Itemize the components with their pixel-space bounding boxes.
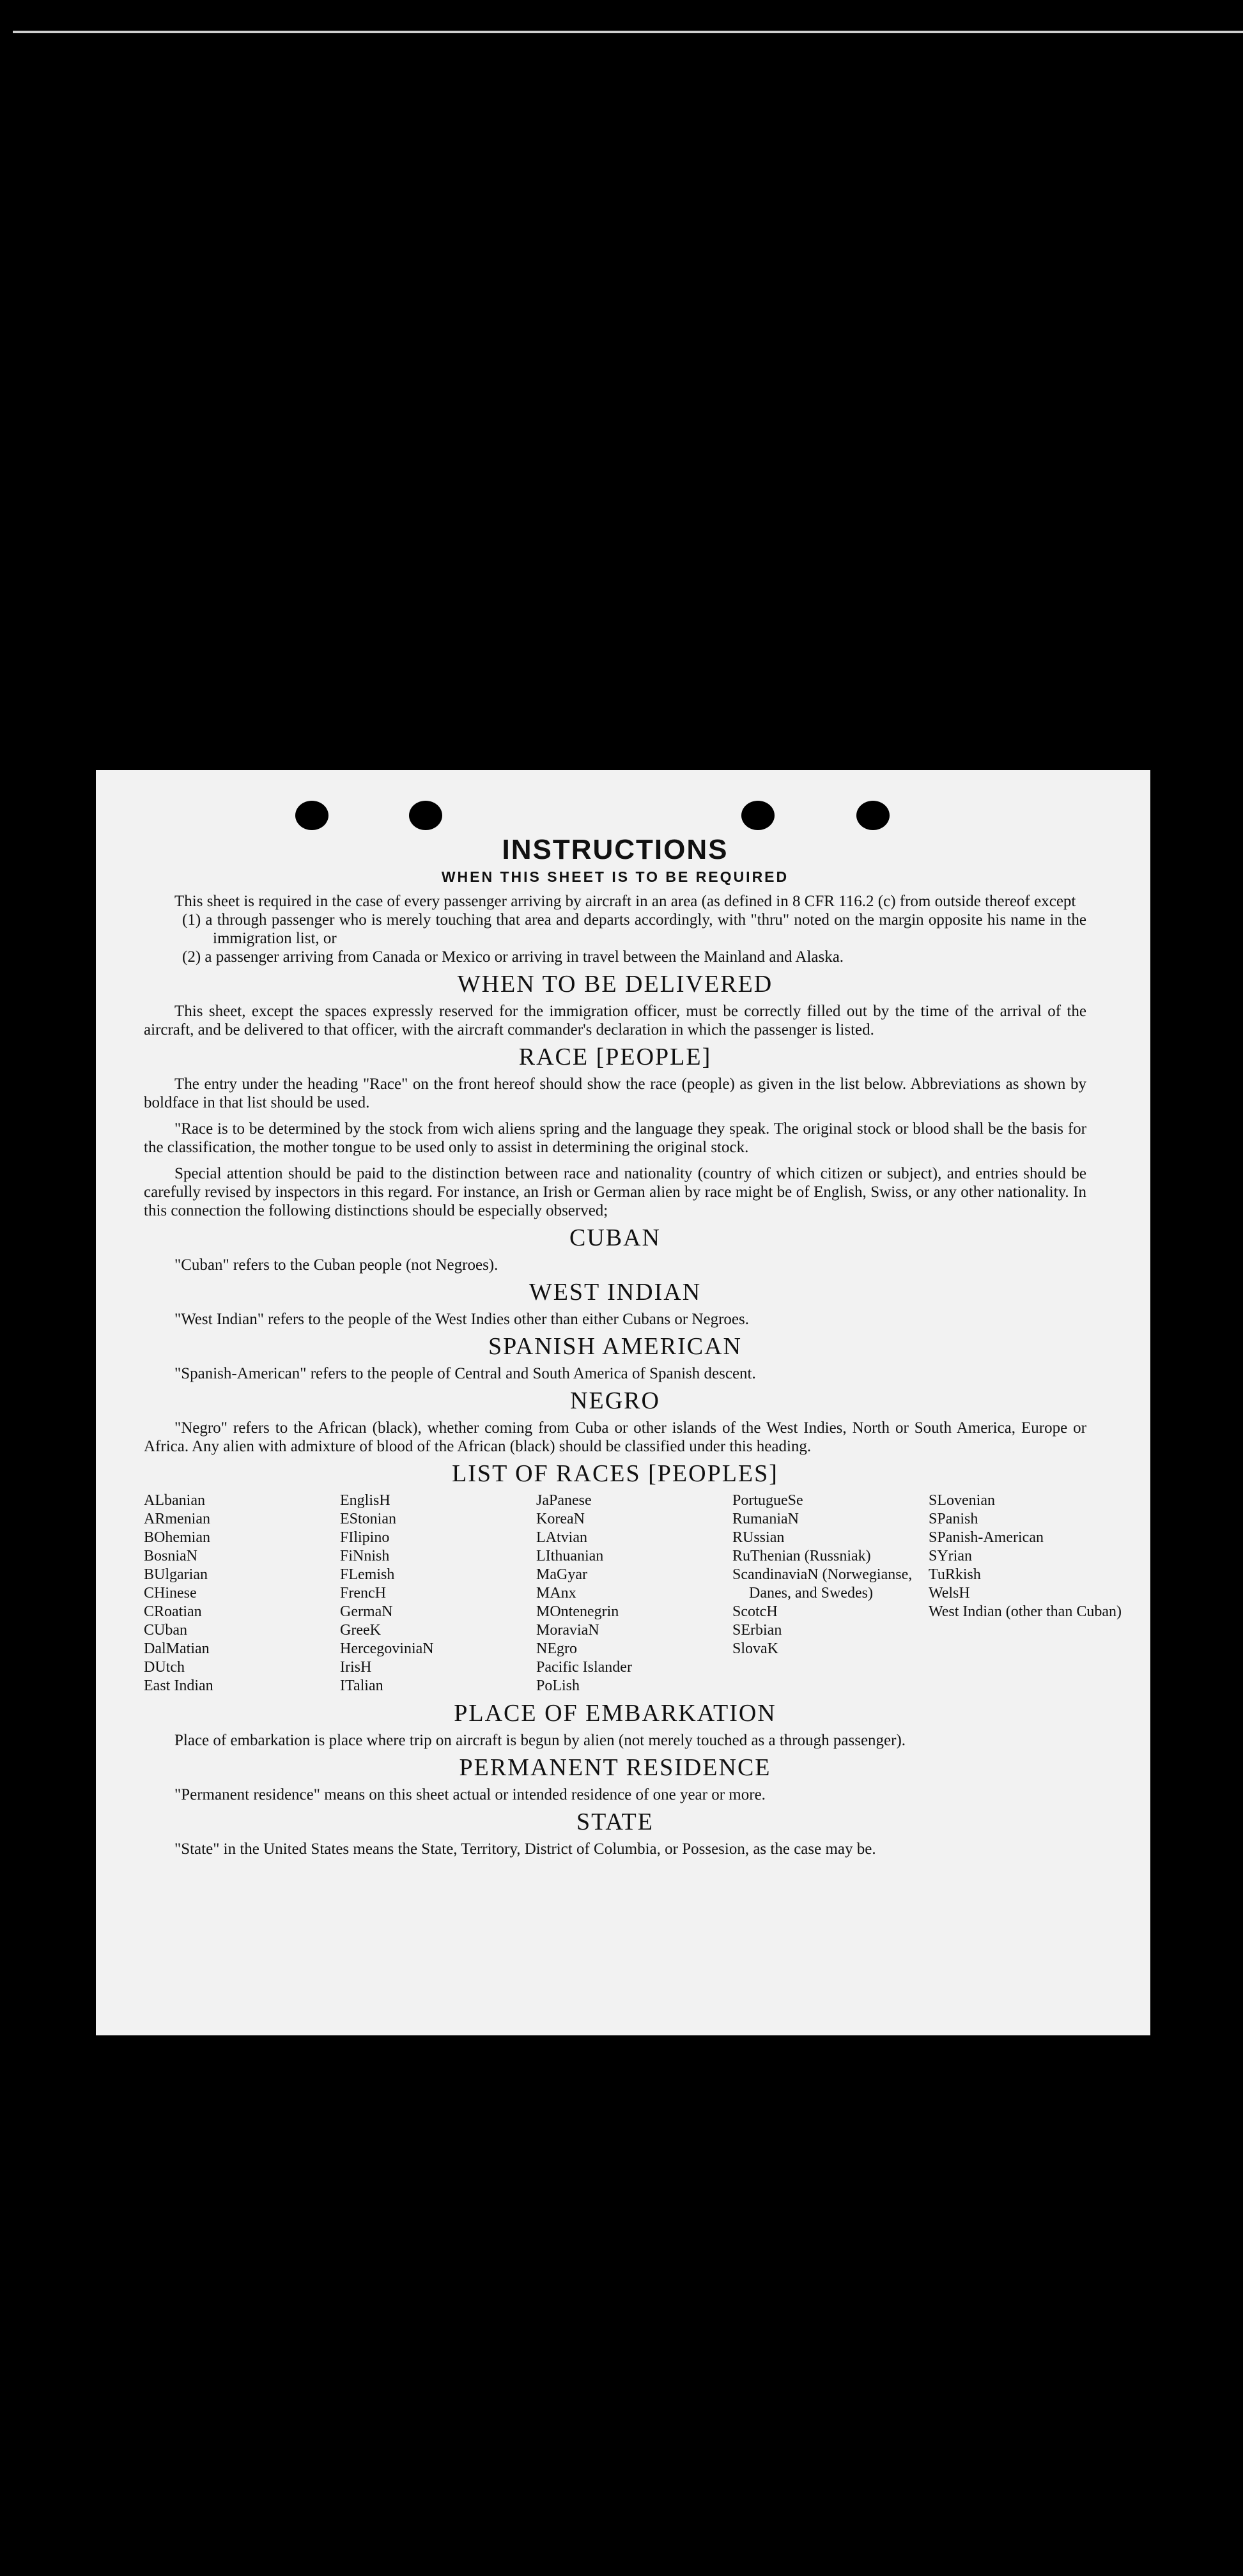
race-item: FLemish: [340, 1566, 395, 1583]
section-heading-spanish-american: SPANISH AMERICAN: [488, 1333, 742, 1360]
race-item: RumaniaN: [732, 1511, 799, 1527]
top-rule: [13, 31, 1243, 33]
race-item: MOntenegrin: [536, 1603, 619, 1620]
race-item: JaPanese: [536, 1492, 592, 1509]
state-paragraph: "State" in the United States means the State, Territory, District of Columbia, or Possesion, as the case may be.: [174, 1840, 876, 1858]
race-item: CUban: [144, 1622, 187, 1639]
race-item: SlovaK: [732, 1640, 778, 1657]
section-heading-races: LIST OF RACES [PEOPLES]: [452, 1460, 778, 1487]
residence-paragraph: "Permanent residence" means on this sheet actual or intended residence of one year or more.: [174, 1786, 766, 1803]
race-item: FrencH: [340, 1585, 386, 1601]
race-item: TuRkish: [929, 1566, 981, 1583]
race-item: ALbanian: [144, 1492, 205, 1509]
race-item: SPanish: [929, 1511, 978, 1527]
race-item: ITalian: [340, 1677, 383, 1694]
cuban-paragraph: "Cuban" refers to the Cuban people (not Negroes).: [174, 1256, 498, 1274]
race-item: NEgro: [536, 1640, 577, 1657]
delivered-paragraph: This sheet, except the spaces expressly reserved for the immigration officer, must be correctly filled out by the time of the arrival of the aircraft, and be delivered to that officer, with the aircraft commander's declaration in which the passenger is listed.: [144, 1003, 1086, 1038]
spanish-american-paragraph: "Spanish-American" refers to the people of Central and South America of Spanish descent.: [174, 1365, 756, 1382]
race-item: KoreaN: [536, 1511, 585, 1527]
section-heading-cuban: CUBAN: [569, 1224, 661, 1251]
races-column: [340, 1492, 536, 1695]
section-heading-delivered: WHEN TO BE DELIVERED: [457, 971, 773, 998]
race-item: BOhemian: [144, 1529, 210, 1546]
race-item: CRoatian: [144, 1603, 202, 1620]
race-item: West Indian (other than Cuban): [929, 1603, 1122, 1620]
section-heading-race: RACE [PEOPLE]: [518, 1044, 712, 1070]
page-subtitle: WHEN THIS SHEET IS TO BE REQUIRED: [441, 868, 789, 885]
race-paragraph: Special attention should be paid to the distinction between race and nationality (country of which citizen or subject), and entries should be carefully revised by inspectors in this regard. For instance, an Irish or German alien by race might be of English, Swiss, or any other nationality. In this connection the following distinctions should be especially observed;: [144, 1165, 1086, 1219]
race-item: WelsH: [929, 1585, 970, 1601]
punch-hole: [856, 801, 890, 830]
races-column: [929, 1492, 1125, 1695]
punch-hole: [409, 801, 442, 830]
race-item: DUtch: [144, 1659, 185, 1676]
intro-paragraph: This sheet is required in the case of every passenger arriving by aircraft in an area (as defined in 8 CFR 116.2 (c) from outside thereof except: [174, 893, 1076, 910]
race-item: ScandinaviaN (Norwegianse, Danes, and Swedes): [732, 1566, 913, 1601]
section-heading-residence: PERMANENT RESIDENCE: [459, 1754, 771, 1781]
race-paragraph: "Race is to be determined by the stock from wich aliens spring and the language they speak. The original stock or blood shall be the basis for the classification, the mother tongue to be used only to assist in determining the original stock.: [144, 1120, 1086, 1156]
page-title: INSTRUCTIONS: [502, 834, 729, 865]
race-item: PoLish: [536, 1677, 580, 1694]
race-item: SYrian: [929, 1548, 972, 1564]
races-column: [732, 1492, 929, 1695]
race-item: GreeK: [340, 1622, 381, 1639]
race-item: FIlipino: [340, 1529, 390, 1546]
race-item: GermaN: [340, 1603, 393, 1620]
section-heading-negro: NEGRO: [570, 1387, 660, 1414]
race-item: SPanish-American: [929, 1529, 1044, 1546]
race-item: MoraviaN: [536, 1622, 599, 1639]
section-heading-embarkation: PLACE OF EMBARKATION: [454, 1700, 776, 1727]
punch-hole: [741, 801, 775, 830]
race-item: Pacific Islander: [536, 1659, 632, 1676]
race-item: BosniaN: [144, 1548, 197, 1564]
exception-item: (1) a through passenger who is merely touching that area and departs accordingly, with "thru" noted on the margin opposite his name in the immigration list, or: [182, 911, 1086, 947]
race-item: East Indian: [144, 1677, 213, 1694]
race-item: RUssian: [732, 1529, 785, 1546]
section-heading-state: STATE: [576, 1809, 654, 1835]
race-item: HercegoviniaN: [340, 1640, 434, 1657]
race-item: LAtvian: [536, 1529, 587, 1546]
instruction-sheet: [96, 770, 1150, 2035]
races-column: [536, 1492, 732, 1695]
exception-item: (2) a passenger arriving from Canada or Mexico or arriving in travel between the Mainland and Alaska.: [182, 948, 844, 966]
race-item: LIthuanian: [536, 1548, 604, 1564]
race-item: MaGyar: [536, 1566, 587, 1583]
races-column: [144, 1492, 340, 1695]
race-item: PortugueSe: [732, 1492, 803, 1509]
race-item: SErbian: [732, 1622, 782, 1639]
race-item: CHinese: [144, 1585, 197, 1601]
punch-hole: [295, 801, 328, 830]
race-item: FiNnish: [340, 1548, 390, 1564]
section-heading-west-indian: WEST INDIAN: [529, 1279, 702, 1306]
race-item: RuThenian (Russniak): [732, 1548, 871, 1564]
race-item: EnglisH: [340, 1492, 390, 1509]
west-indian-paragraph: "West Indian" refers to the people of the West Indies other than either Cubans or Negroes.: [174, 1311, 749, 1328]
races-list: [144, 1492, 1122, 1695]
race-item: IrisH: [340, 1659, 372, 1676]
race-item: ARmenian: [144, 1511, 210, 1527]
race-item: SLovenian: [929, 1492, 995, 1509]
negro-paragraph: "Negro" refers to the African (black), whether coming from Cuba or other islands of the West Indies, North or South America, Europe or Africa. Any alien with admixture of blood of the African (black) should be classified under this heading.: [144, 1419, 1086, 1455]
race-item: MAnx: [536, 1585, 576, 1601]
race-item: ScotcH: [732, 1603, 778, 1620]
race-item: EStonian: [340, 1511, 396, 1527]
embarkation-paragraph: Place of embarkation is place where trip on aircraft is begun by alien (not merely touched as a through passenger).: [174, 1732, 906, 1749]
race-item: DalMatian: [144, 1640, 210, 1657]
race-item: BUlgarian: [144, 1566, 208, 1583]
race-paragraph: The entry under the heading "Race" on the front hereof should show the race (people) as given in the list below. Abbreviations as shown by boldface in that list should be used.: [144, 1076, 1086, 1111]
